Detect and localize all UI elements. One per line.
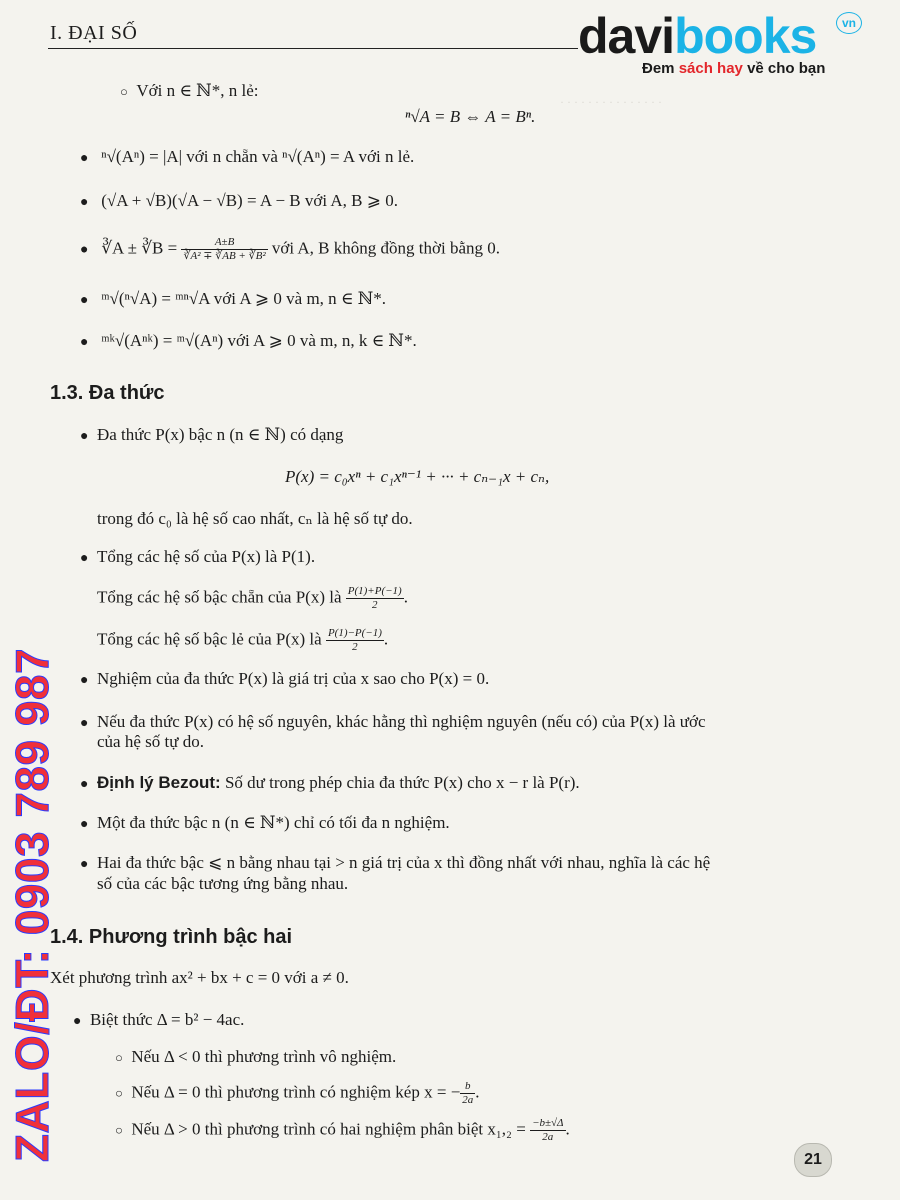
root-item-4: ● ᵐ√(ⁿ√A) = ᵐⁿ√A với A ⩾ 0 và m, n ∈ ℕ*.	[80, 289, 387, 308]
root-item-1: ● ⁿ√(Aⁿ) = |A| với n chẵn và ⁿ√(Aⁿ) = A với n lẻ.	[80, 147, 415, 166]
case-double-root: ○ Nếu Δ = 0 thì phương trình có nghiệm kép x = − $\frac{b}{2a}$ .	[115, 1080, 480, 1106]
bullet-icon: ●	[80, 857, 89, 872]
chapter-header: I. ĐẠI SỐ	[50, 22, 138, 44]
case-no-root: ○ Nếu Δ < 0 thì phương trình vô nghiệm.	[115, 1047, 397, 1066]
hollow-bullet-icon: ○	[120, 84, 128, 99]
odd-case-formula: ⁿ√A = B ⇔ A = Bⁿ.	[405, 107, 536, 126]
poly-integer-roots: ● Nếu đa thức P(x) có hệ số nguyên, khác hằng thì nghiệm nguyên (nếu có) của P(x) là ước	[80, 712, 706, 731]
contact-watermark: ZALO/ĐT: 0903 789 987	[6, 647, 58, 1163]
poly-root-definition: ● Nghiệm của đa thức P(x) là giá trị của x sao cho P(x) = 0.	[80, 669, 490, 688]
bullet-icon: ●	[80, 293, 89, 308]
case-two-roots: ○ Nếu Δ > 0 thì phương trình có hai nghiệm phân biệt x₁,₂ = $\frac{-b\pm√\Delta}{2a}$ .	[115, 1117, 570, 1143]
davibooks-logo	[578, 8, 863, 78]
poly-formula: P(x) = c₀xⁿ + c₁xⁿ⁻¹ + ··· + cₙ₋₁x + cₙ,	[285, 467, 550, 486]
bullet-icon: ●	[80, 195, 89, 210]
bullet-icon: ●	[80, 817, 89, 832]
fraction: $\frac{b}{2a}$	[462, 1080, 474, 1106]
poly-sum-coefficients: ● Tổng các hệ số của P(x) là P(1).	[80, 547, 316, 566]
bullet-icon: ●	[80, 335, 89, 350]
root-item-3: ● ∛A ± ∛B = $\frac{A\pm B}{\text{∛A² ∓ ∛AB + ∛B²}}$ với A, B không đồng thời bằng 0.	[80, 236, 500, 262]
poly-definition-note: trong đó c₀ là hệ số cao nhất, cₙ là hệ số tự do.	[97, 509, 413, 528]
logo-tagline: Đem sách hay về cho bạn	[642, 60, 826, 77]
bullet-icon: ●	[80, 673, 89, 688]
poly-max-roots: ● Một đa thức bậc n (n ∈ ℕ*) chỉ có tối đa n nghiệm.	[80, 813, 450, 832]
hollow-bullet-icon: ○	[115, 1085, 123, 1101]
bullet-icon: ●	[80, 242, 89, 258]
hollow-bullet-icon: ○	[115, 1050, 123, 1065]
logo-brand-blue: books	[674, 8, 817, 64]
logo-brand-dark: davi	[578, 8, 675, 64]
hollow-bullet-icon: ○	[115, 1122, 123, 1138]
fraction: $\frac{P(1)+P(-1)}{2}$	[347, 585, 402, 611]
bullet-icon: ●	[80, 551, 89, 566]
discriminant: ● Biệt thức Δ = b² − 4ac.	[73, 1010, 245, 1029]
bezout-theorem: ● Định lý Bezout: Số dư trong phép chia đa thức P(x) cho x − r là P(r).	[80, 773, 580, 792]
page-number: 21	[794, 1143, 832, 1177]
root-item-2: ● (√A + √B)(√A − √B) = A − B với A, B ⩾ 0.	[80, 191, 399, 210]
poly-identity: ● Hai đa thức bậc ⩽ n bằng nhau tại > n giá trị của x thì đồng nhất với nhau, nghĩa là các hệ	[80, 853, 711, 872]
show-through-text: · · · · · · · · · · · · · · ·	[560, 95, 662, 109]
fraction: $\frac{-b\pm√\Delta}{2a}$	[532, 1117, 564, 1143]
fraction: $\frac{A\pm B}{\text{∛A² ∓ ∛AB + ∛B²}}$	[183, 236, 266, 262]
odd-case-line: ○ Với n ∈ ℕ*, n lẻ:	[120, 81, 259, 100]
bullet-icon: ●	[80, 716, 89, 731]
poly-identity-cont: số của các bậc tương ứng bằng nhau.	[97, 874, 349, 893]
poly-definition: ● Đa thức P(x) bậc n (n ∈ ℕ) có dạng	[80, 425, 344, 444]
section-title-quadratic: 1.4. Phương trình bậc hai	[50, 926, 293, 948]
poly-integer-roots-cont: của hệ số tự do.	[97, 732, 204, 751]
section-title-polynomial: 1.3. Đa thức	[50, 382, 165, 404]
bullet-icon: ●	[73, 1014, 82, 1029]
bullet-icon: ●	[80, 429, 89, 444]
fraction: $\frac{P(1)-P(-1)}{2}$	[327, 627, 382, 653]
quadratic-intro: Xét phương trình ax² + bx + c = 0 với a ≠ 0.	[50, 968, 349, 987]
bullet-icon: ●	[80, 151, 89, 166]
logo-vn-badge: vn	[836, 12, 862, 34]
poly-odd-sum: Tổng các hệ số bậc lẻ của P(x) là $\frac{P(1)-P(-1)}{2}$ .	[97, 627, 389, 653]
bullet-icon: ●	[80, 777, 89, 792]
poly-even-sum: Tổng các hệ số bậc chẵn của P(x) là $\frac{P(1)+P(-1)}{2}$ .	[97, 585, 408, 611]
root-item-5: ● ᵐᵏ√(Aⁿᵏ) = ᵐ√(Aⁿ) với A ⩾ 0 và m, n, k ∈ ℕ*.	[80, 331, 417, 350]
